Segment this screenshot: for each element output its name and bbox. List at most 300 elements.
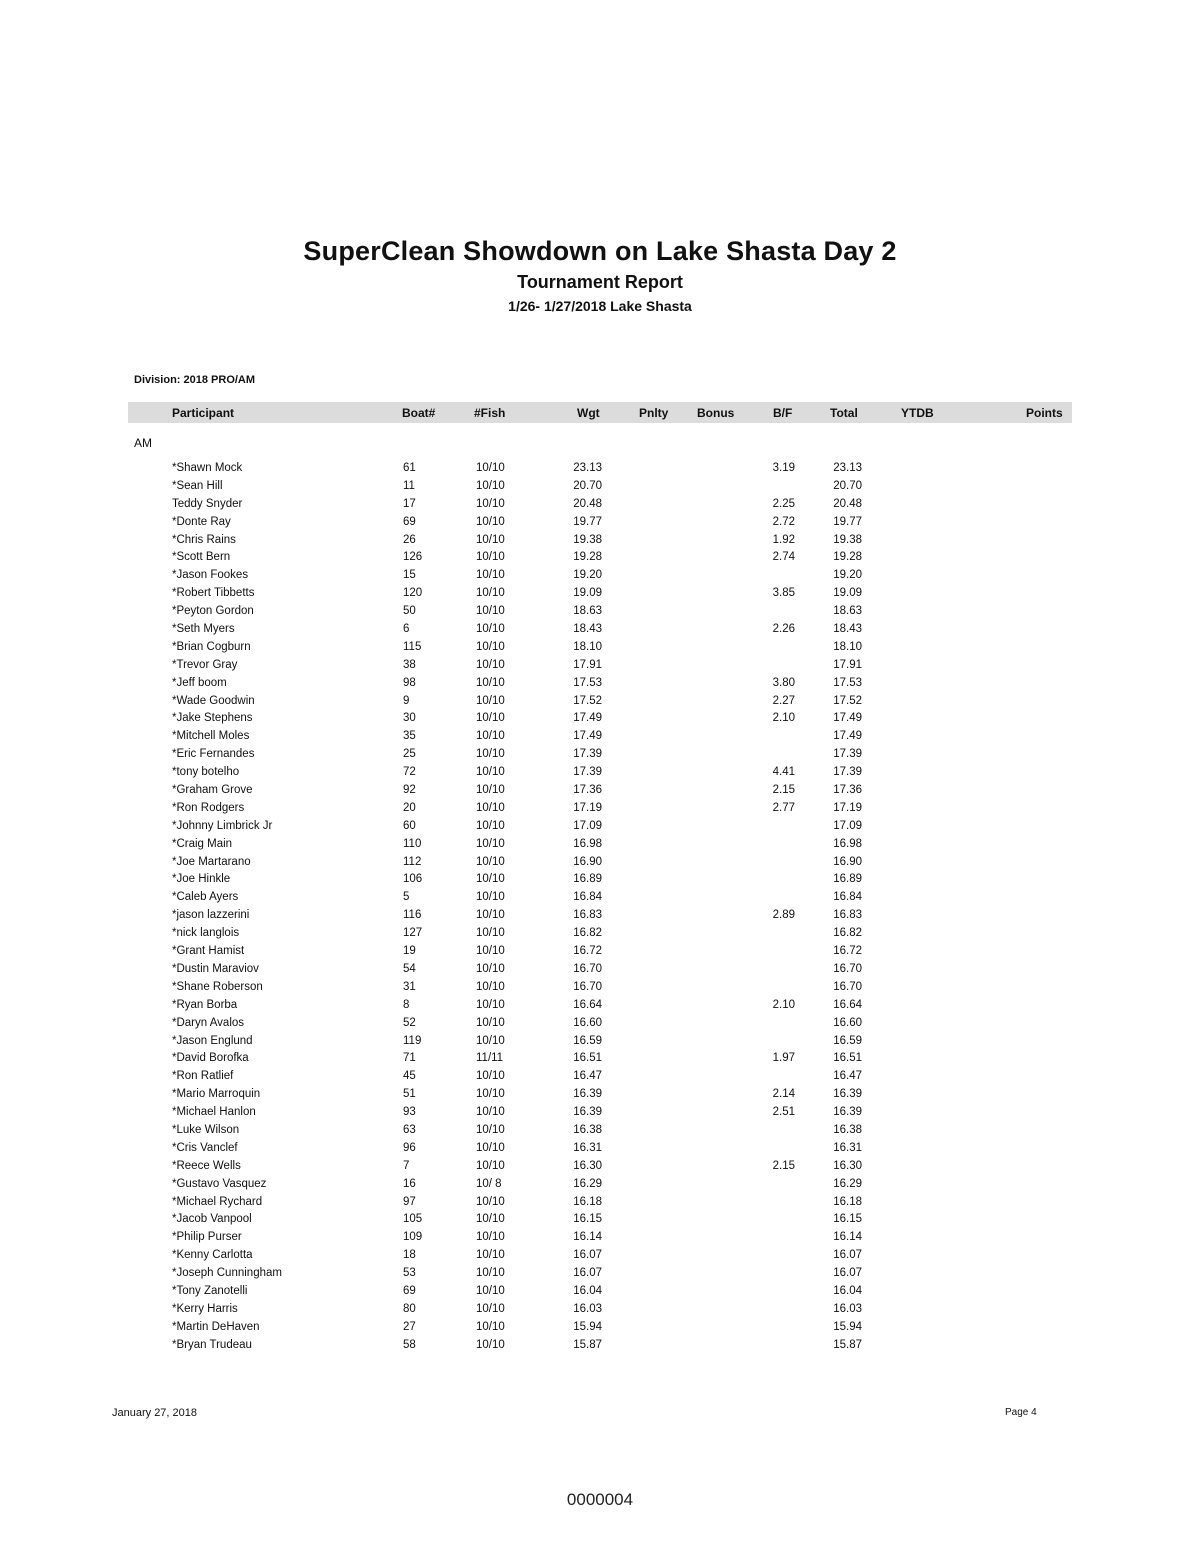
weight: 15.87 — [573, 1338, 602, 1351]
fish-count: 10/10 — [476, 462, 505, 474]
participant-name: *Peyton Gordon — [172, 605, 254, 618]
weight: 16.07 — [573, 1267, 602, 1280]
boat-number: 31 — [403, 980, 416, 993]
weight: 16.84 — [573, 891, 602, 904]
fish-count: 10/10 — [476, 1016, 505, 1029]
table-row — [0, 710, 1200, 728]
boat-number: 105 — [403, 1213, 423, 1226]
fish-count: 10/10 — [476, 1106, 505, 1119]
total-weight: 17.09 — [833, 819, 862, 832]
header-bf: B/F — [773, 406, 793, 420]
weight: 18.43 — [573, 623, 602, 636]
header-fish: #Fish — [474, 406, 506, 420]
table-row — [0, 854, 1200, 872]
header-pnlty: Pnlty — [639, 406, 669, 420]
weight: 17.49 — [573, 730, 602, 743]
weight: 20.48 — [573, 497, 602, 510]
participant-name: *Jason Englund — [172, 1034, 253, 1047]
weight: 17.53 — [573, 676, 602, 689]
weight: 16.60 — [573, 1016, 602, 1029]
total-weight: 23.13 — [833, 462, 862, 474]
table-row — [0, 907, 1200, 925]
division-label: Division: 2018 PRO/AM — [134, 374, 256, 386]
weight: 17.09 — [573, 819, 602, 832]
weight: 17.19 — [573, 801, 602, 814]
table-row — [0, 657, 1200, 675]
total-weight: 16.07 — [833, 1249, 862, 1262]
fish-count: 10/10 — [476, 1070, 505, 1083]
report-title: SuperClean Showdown on Lake Shasta Day 2 — [303, 236, 897, 266]
total-weight: 16.89 — [833, 873, 862, 886]
total-weight: 19.77 — [833, 515, 862, 528]
total-weight: 16.03 — [833, 1302, 862, 1315]
weight: 17.52 — [573, 694, 602, 707]
table-row — [0, 818, 1200, 836]
participant-name: *Jason Fookes — [172, 569, 249, 582]
total-weight: 17.19 — [833, 801, 862, 814]
fish-count: 10/10 — [476, 1034, 505, 1047]
participant-name: *nick langlois — [172, 927, 240, 940]
table-row — [0, 1104, 1200, 1122]
fish-count: 10/10 — [476, 587, 505, 600]
fish-count: 10/10 — [476, 766, 505, 779]
table-row — [0, 1265, 1200, 1283]
boat-number: 38 — [403, 658, 416, 671]
weight: 19.09 — [573, 587, 602, 600]
boat-number: 69 — [403, 1284, 416, 1297]
table-row — [0, 764, 1200, 782]
big-fish: 2.51 — [772, 1106, 795, 1119]
weight: 16.89 — [573, 873, 602, 886]
weight: 16.70 — [573, 980, 602, 993]
total-weight: 16.39 — [833, 1106, 862, 1119]
header-bonus: Bonus — [697, 406, 735, 420]
total-weight: 16.64 — [833, 998, 862, 1011]
participant-name: *Joseph Cunningham — [172, 1267, 282, 1280]
fish-count: 10/10 — [476, 533, 505, 546]
boat-number: 45 — [403, 1070, 416, 1083]
big-fish: 2.15 — [772, 784, 795, 797]
total-weight: 20.70 — [833, 479, 862, 492]
fish-count: 10/10 — [476, 1159, 505, 1172]
total-weight: 16.60 — [833, 1016, 862, 1029]
weight: 19.20 — [573, 569, 602, 582]
document-id: 0000004 — [566, 1490, 634, 1509]
header-points: Points — [1026, 406, 1063, 420]
table-row — [0, 943, 1200, 961]
boat-number: 16 — [403, 1177, 416, 1190]
table-row — [0, 836, 1200, 854]
total-weight: 17.49 — [833, 712, 862, 725]
big-fish: 1.92 — [772, 533, 795, 546]
fish-count: 11/11 — [476, 1052, 504, 1065]
weight: 16.83 — [573, 909, 602, 922]
total-weight: 15.94 — [833, 1320, 862, 1333]
weight: 18.63 — [573, 605, 602, 618]
weight: 16.64 — [573, 998, 602, 1011]
table-row — [0, 871, 1200, 889]
weight: 18.10 — [573, 640, 602, 653]
big-fish: 3.19 — [772, 462, 795, 474]
fish-count: 10/10 — [476, 623, 505, 636]
total-weight: 16.31 — [833, 1141, 862, 1154]
boat-number: 61 — [403, 462, 416, 474]
total-weight: 17.36 — [833, 784, 862, 797]
participant-name: Teddy Snyder — [172, 497, 243, 510]
boat-number: 63 — [403, 1123, 416, 1136]
weight: 17.39 — [573, 748, 602, 761]
participant-name: *Shawn Mock — [172, 462, 243, 474]
results-table — [0, 460, 1200, 1355]
participant-name: *Kerry Harris — [172, 1302, 238, 1315]
total-weight: 17.91 — [833, 658, 862, 671]
header-ytdb: YTDB — [901, 406, 934, 420]
fish-count: 10/10 — [476, 819, 505, 832]
boat-number: 15 — [403, 569, 416, 582]
boat-number: 96 — [403, 1141, 416, 1154]
table-row — [0, 460, 1200, 478]
report-subtitle: Tournament Report — [517, 272, 683, 292]
table-row — [0, 1176, 1200, 1194]
participant-name: *Robert Tibbetts — [172, 587, 255, 600]
participant-name: *Mario Marroquin — [172, 1088, 261, 1101]
table-row — [0, 1086, 1200, 1104]
table-row — [0, 1033, 1200, 1051]
fish-count: 10/10 — [476, 1284, 505, 1297]
participant-name: *Gustavo Vasquez — [172, 1177, 267, 1190]
weight: 15.94 — [573, 1320, 602, 1333]
fish-count: 10/10 — [476, 730, 505, 743]
big-fish: 2.74 — [772, 551, 795, 564]
participant-name: *Shane Roberson — [172, 980, 263, 993]
table-row — [0, 728, 1200, 746]
participant-name: *Michael Hanlon — [172, 1106, 256, 1119]
table-row — [0, 1319, 1200, 1337]
total-weight: 16.07 — [833, 1267, 862, 1280]
table-row — [0, 1283, 1200, 1301]
table-row — [0, 746, 1200, 764]
boat-number: 5 — [403, 891, 410, 904]
total-weight: 16.38 — [833, 1123, 862, 1136]
total-weight: 16.83 — [833, 909, 862, 922]
total-weight: 17.53 — [833, 676, 862, 689]
big-fish: 3.85 — [772, 587, 795, 600]
total-weight: 17.52 — [833, 694, 862, 707]
table-row — [0, 1337, 1200, 1355]
total-weight: 16.51 — [833, 1052, 862, 1065]
boat-number: 53 — [403, 1267, 416, 1280]
participant-name: *Martin DeHaven — [172, 1320, 260, 1333]
fish-count: 10/10 — [476, 891, 505, 904]
weight: 17.36 — [573, 784, 602, 797]
participant-name: *Joe Hinkle — [172, 873, 231, 886]
fish-count: 10/10 — [476, 998, 505, 1011]
weight: 19.38 — [573, 533, 602, 546]
total-weight: 16.18 — [833, 1195, 862, 1208]
big-fish: 2.10 — [772, 712, 795, 725]
table-row — [0, 549, 1200, 567]
participant-name: *Daryn Avalos — [172, 1016, 245, 1029]
table-row — [0, 1247, 1200, 1265]
participant-name: *Bryan Trudeau — [172, 1338, 252, 1351]
big-fish: 2.72 — [772, 515, 795, 528]
boat-number: 106 — [403, 873, 423, 886]
participant-name: *Scott Bern — [172, 551, 231, 564]
boat-number: 6 — [403, 623, 410, 636]
weight: 16.51 — [573, 1052, 602, 1065]
total-weight: 16.59 — [833, 1034, 862, 1047]
fish-count: 10/10 — [476, 837, 505, 850]
boat-number: 119 — [403, 1034, 422, 1047]
fish-count: 10/10 — [476, 1141, 505, 1154]
big-fish: 4.41 — [772, 766, 795, 779]
big-fish: 3.80 — [772, 676, 795, 689]
footer-date: January 27, 2018 — [112, 1407, 198, 1419]
table-row — [0, 585, 1200, 603]
total-weight: 19.09 — [833, 587, 862, 600]
weight: 16.90 — [573, 855, 602, 868]
fish-count: 10/10 — [476, 515, 505, 528]
fish-count: 10/10 — [476, 748, 505, 761]
fish-count: 10/10 — [476, 712, 505, 725]
boat-number: 17 — [403, 497, 416, 510]
table-row — [0, 782, 1200, 800]
total-weight: 16.30 — [833, 1159, 862, 1172]
group-label: AM — [134, 436, 152, 450]
table-row — [0, 889, 1200, 907]
total-weight: 16.90 — [833, 855, 862, 868]
boat-number: 98 — [403, 676, 416, 689]
total-weight: 16.72 — [833, 945, 862, 958]
participant-name: *Craig Main — [172, 837, 233, 850]
participant-name: *tony botelho — [172, 766, 240, 779]
table-row — [0, 1301, 1200, 1319]
table-row — [0, 639, 1200, 657]
participant-name: *Ryan Borba — [172, 998, 238, 1011]
total-weight: 19.28 — [833, 551, 862, 564]
fish-count: 10/10 — [476, 980, 505, 993]
table-row — [0, 1194, 1200, 1212]
boat-number: 120 — [403, 587, 423, 600]
fish-count: 10/10 — [476, 1123, 505, 1136]
big-fish: 2.14 — [772, 1088, 795, 1101]
fish-count: 10/10 — [476, 497, 505, 510]
boat-number: 18 — [403, 1249, 416, 1262]
boat-number: 7 — [403, 1159, 410, 1172]
header-wgt: Wgt — [577, 406, 600, 420]
weight: 16.03 — [573, 1302, 602, 1315]
weight: 16.72 — [573, 945, 602, 958]
participant-name: *Grant Hamist — [172, 945, 245, 958]
boat-number: 54 — [403, 962, 416, 975]
participant-name: *Caleb Ayers — [172, 891, 239, 904]
boat-number: 51 — [403, 1088, 416, 1101]
participant-name: *Kenny Carlotta — [172, 1249, 253, 1262]
weight: 19.77 — [573, 515, 602, 528]
participant-name: *Joe Martarano — [172, 855, 251, 868]
total-weight: 16.70 — [833, 962, 862, 975]
fish-count: 10/10 — [476, 1088, 505, 1101]
total-weight: 16.39 — [833, 1088, 862, 1101]
boat-number: 127 — [403, 927, 423, 940]
boat-number: 109 — [403, 1231, 423, 1244]
weight: 16.47 — [573, 1070, 602, 1083]
table-row — [0, 1122, 1200, 1140]
boat-number: 72 — [403, 766, 416, 779]
participant-name: *Michael Rychard — [172, 1195, 263, 1208]
boat-number: 35 — [403, 730, 416, 743]
table-row — [0, 603, 1200, 621]
total-weight: 17.39 — [833, 748, 862, 761]
fish-count: 10/10 — [476, 1320, 505, 1333]
boat-number: 20 — [403, 801, 416, 814]
participant-name: *Johnny Limbrick Jr — [172, 819, 273, 832]
table-row — [0, 1229, 1200, 1247]
total-weight: 16.82 — [833, 927, 862, 940]
table-row — [0, 514, 1200, 532]
total-weight: 16.14 — [833, 1231, 862, 1244]
table-row — [0, 1050, 1200, 1068]
participant-name: *Chris Rains — [172, 533, 236, 546]
total-weight: 16.70 — [833, 980, 862, 993]
fish-count: 10/10 — [476, 1195, 505, 1208]
fish-count: 10/10 — [476, 1249, 505, 1262]
table-row — [0, 532, 1200, 550]
participant-name: *Jacob Vanpool — [172, 1213, 252, 1226]
participant-name: *Donte Ray — [172, 515, 231, 528]
big-fish: 2.26 — [772, 623, 795, 636]
fish-count: 10/ 8 — [476, 1177, 502, 1190]
big-fish: 2.89 — [772, 909, 795, 922]
total-weight: 16.04 — [833, 1284, 862, 1297]
weight: 19.28 — [573, 551, 602, 564]
table-row — [0, 1140, 1200, 1158]
table-row — [0, 1068, 1200, 1086]
boat-number: 25 — [403, 748, 416, 761]
table-row — [0, 925, 1200, 943]
boat-number: 71 — [403, 1052, 416, 1065]
boat-number: 115 — [403, 640, 422, 653]
fish-count: 10/10 — [476, 605, 505, 618]
boat-number: 93 — [403, 1106, 416, 1119]
weight: 16.29 — [573, 1177, 602, 1190]
participant-name: *Graham Grove — [172, 784, 253, 797]
weight: 16.15 — [573, 1213, 602, 1226]
table-row — [0, 693, 1200, 711]
boat-number: 50 — [403, 605, 416, 618]
participant-name: *Tony Zanotelli — [172, 1284, 248, 1297]
fish-count: 10/10 — [476, 855, 505, 868]
total-weight: 16.84 — [833, 891, 862, 904]
participant-name: *Luke Wilson — [172, 1123, 240, 1136]
participant-name: *Sean Hill — [172, 479, 223, 492]
weight: 16.30 — [573, 1159, 602, 1172]
participant-name: *Wade Goodwin — [172, 694, 255, 707]
total-weight: 16.15 — [833, 1213, 862, 1226]
fish-count: 10/10 — [476, 1267, 505, 1280]
fish-count: 10/10 — [476, 1338, 505, 1351]
header-participant: Participant — [172, 406, 235, 420]
big-fish: 1.97 — [772, 1052, 795, 1065]
fish-count: 10/10 — [476, 658, 505, 671]
total-weight: 16.29 — [833, 1177, 862, 1190]
weight: 16.82 — [573, 927, 602, 940]
header-total: Total — [830, 406, 858, 420]
weight: 17.49 — [573, 712, 602, 725]
fish-count: 10/10 — [476, 945, 505, 958]
boat-number: 52 — [403, 1016, 416, 1029]
total-weight: 20.48 — [833, 497, 862, 510]
total-weight: 15.87 — [833, 1338, 862, 1351]
table-row — [0, 496, 1200, 514]
table-row — [0, 800, 1200, 818]
boat-number: 8 — [403, 998, 410, 1011]
weight: 16.38 — [573, 1123, 602, 1136]
fish-count: 10/10 — [476, 801, 505, 814]
weight: 16.98 — [573, 837, 602, 850]
participant-name: *Dustin Maraviov — [172, 962, 259, 975]
participant-name: *Reece Wells — [172, 1159, 241, 1172]
table-row — [0, 675, 1200, 693]
total-weight: 19.38 — [833, 533, 862, 546]
weight: 16.04 — [573, 1284, 602, 1297]
participant-name: *Brian Cogburn — [172, 640, 251, 653]
total-weight: 19.20 — [833, 569, 862, 582]
fish-count: 10/10 — [476, 1302, 505, 1315]
participant-name: *Cris Vanclef — [172, 1141, 238, 1154]
weight: 16.07 — [573, 1249, 602, 1262]
fish-count: 10/10 — [476, 909, 505, 922]
fish-count: 10/10 — [476, 873, 505, 886]
boat-number: 26 — [403, 533, 416, 546]
total-weight: 18.10 — [833, 640, 862, 653]
participant-name: *Seth Myers — [172, 623, 235, 636]
fish-count: 10/10 — [476, 694, 505, 707]
table-row — [0, 478, 1200, 496]
boat-number: 80 — [403, 1302, 416, 1315]
total-weight: 18.63 — [833, 605, 862, 618]
boat-number: 112 — [403, 855, 422, 868]
boat-number: 92 — [403, 784, 416, 797]
footer-page-number: Page 4 — [1005, 1407, 1037, 1418]
table-row — [0, 961, 1200, 979]
boat-number: 27 — [403, 1320, 416, 1333]
table-row — [0, 1211, 1200, 1229]
total-weight: 18.43 — [833, 623, 862, 636]
header-boat: Boat# — [402, 406, 436, 420]
participant-name: *David Borofka — [172, 1052, 249, 1065]
total-weight: 17.49 — [833, 730, 862, 743]
participant-name: *Philip Purser — [172, 1231, 242, 1244]
fish-count: 10/10 — [476, 1213, 505, 1226]
boat-number: 9 — [403, 694, 410, 707]
participant-name: *Trevor Gray — [172, 658, 238, 671]
big-fish: 2.15 — [772, 1159, 795, 1172]
report-date-range: 1/26- 1/27/2018 Lake Shasta — [508, 298, 692, 314]
boat-number: 60 — [403, 819, 416, 832]
participant-name: *Ron Ratlief — [172, 1070, 234, 1083]
table-row — [0, 997, 1200, 1015]
table-row — [0, 1015, 1200, 1033]
participant-name: *Jake Stephens — [172, 712, 253, 725]
weight: 16.39 — [573, 1106, 602, 1119]
total-weight: 16.47 — [833, 1070, 862, 1083]
boat-number: 116 — [403, 909, 422, 922]
fish-count: 10/10 — [476, 479, 505, 492]
fish-count: 10/10 — [476, 640, 505, 653]
big-fish: 2.10 — [772, 998, 795, 1011]
boat-number: 58 — [403, 1338, 416, 1351]
